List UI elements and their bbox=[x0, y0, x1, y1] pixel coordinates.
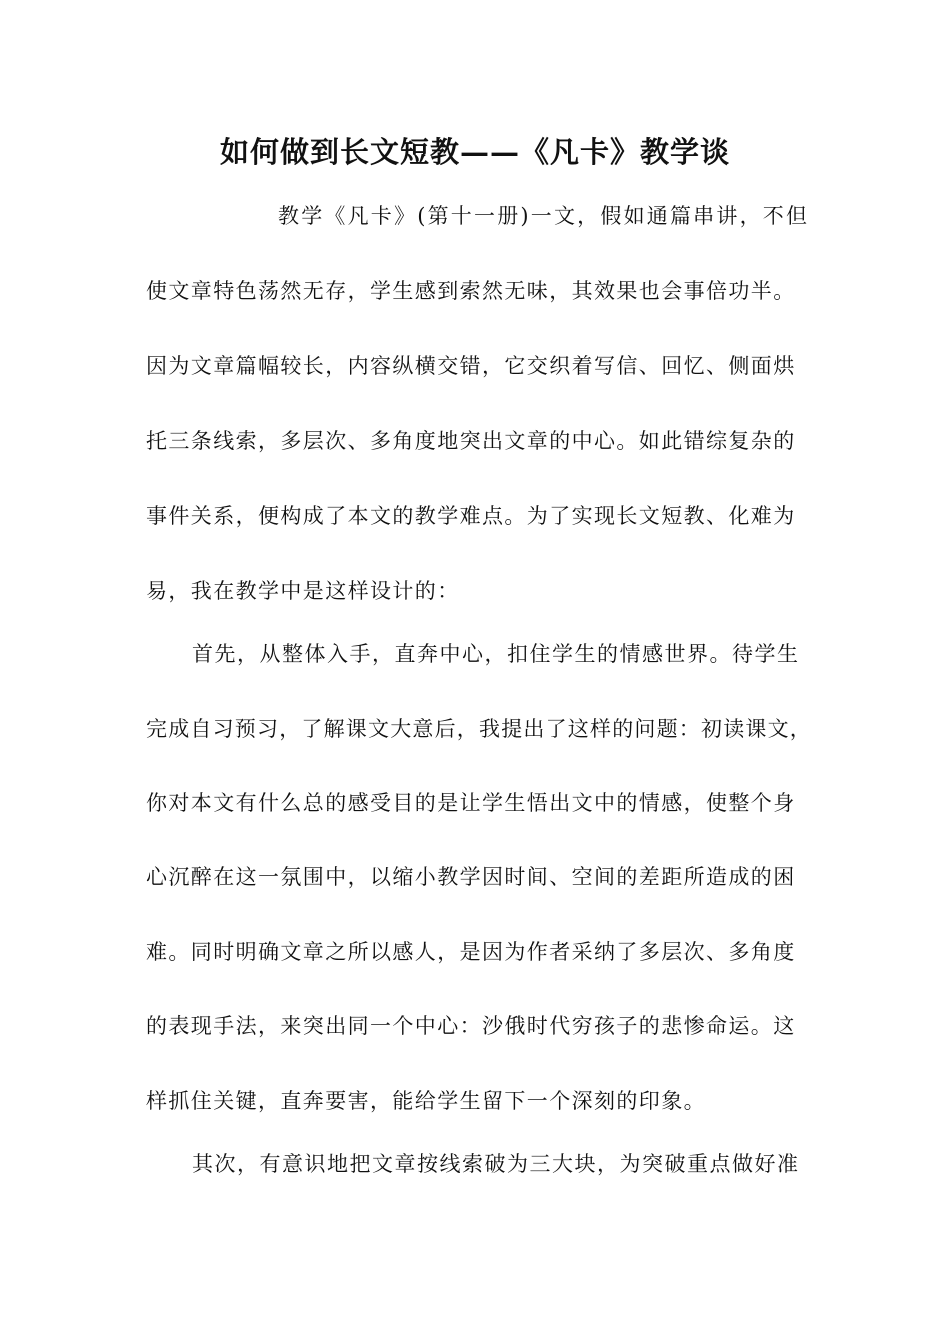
paragraph-line: 的表现手法，来突出同一个中心：沙俄时代穷孩子的悲惨命运。这 bbox=[146, 1014, 796, 1038]
paragraph-line: 你对本文有什么总的感受目的是让学生悟出文中的情感，使整个身 bbox=[146, 791, 796, 815]
paragraph-line: 其次，有意识地把文章按线索破为三大块，为突破重点做好准 bbox=[192, 1152, 800, 1176]
paragraph-line: 易，我在教学中是这样设计的： bbox=[146, 579, 460, 603]
paragraph-line: 使文章特色荡然无存，学生感到索然无味，其效果也会事倍功半。 bbox=[146, 279, 796, 303]
paragraph-line: 样抓住关键，直奔要害，能给学生留下一个深刻的印象。 bbox=[146, 1089, 706, 1113]
paragraph-line: 事件关系，便构成了本文的教学难点。为了实现长文短教、化难为 bbox=[146, 504, 796, 528]
paragraph-line: 心沉醉在这一氛围中，以缩小教学因时间、空间的差距所造成的困 bbox=[146, 865, 796, 889]
paragraph-line: 难。同时明确文章之所以感人，是因为作者采纳了多层次、多角度 bbox=[146, 940, 796, 964]
paragraph-line: 因为文章篇幅较长，内容纵横交错，它交织着写信、回忆、侧面烘 bbox=[146, 354, 796, 378]
paragraph-line: 教学《凡卡》(第十一册)一文，假如通篇串讲，不但 bbox=[278, 204, 810, 228]
paragraph-line: 首先，从整体入手，直奔中心，扣住学生的情感世界。待学生 bbox=[192, 642, 800, 666]
paragraph-line: 完成自习预习，了解课文大意后，我提出了这样的问题：初读课文， bbox=[146, 717, 812, 741]
paragraph-line: 托三条线索，多层次、多角度地突出文章的中心。如此错综复杂的 bbox=[146, 429, 796, 453]
document-title: 如何做到长文短教——《凡卡》教学谈 bbox=[219, 135, 730, 169]
